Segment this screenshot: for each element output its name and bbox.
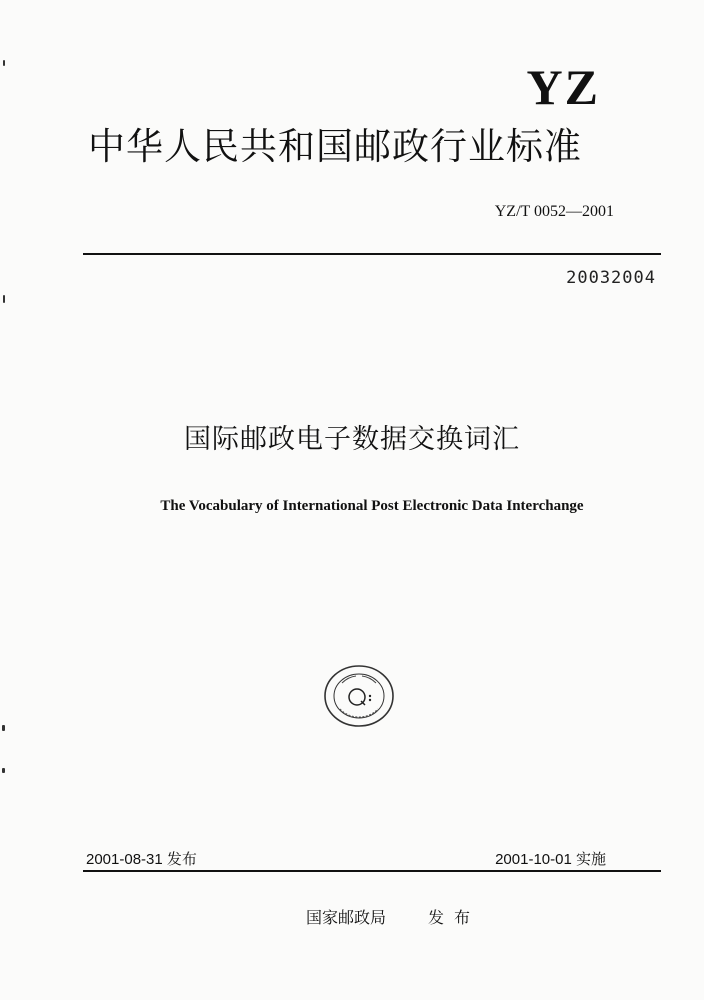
publish-label: 发布 (428, 908, 481, 927)
document-title-chinese: 国际邮政电子数据交换词汇 (184, 424, 520, 455)
implementation-date: 2001-10-01 实施 (495, 851, 606, 868)
document-title-english: The Vocabulary of International Post Electronic Data Interchange (160, 498, 584, 514)
scan-artifact (3, 295, 5, 303)
footer-divider (83, 870, 661, 872)
issue-date: 2001-08-31 发布 (86, 851, 197, 868)
header-divider (83, 253, 661, 255)
scan-artifact (2, 725, 5, 731)
standard-category-title: 中华人民共和国邮政行业标准 (88, 125, 582, 168)
scan-artifact (2, 768, 5, 773)
archive-number-stamp: 20032004 (566, 268, 656, 288)
library-seal-icon (322, 663, 396, 729)
scan-artifact (3, 60, 5, 66)
publisher-name: 国家邮政局 (306, 908, 387, 927)
standard-code-logo: YZ (526, 59, 600, 115)
standard-number: YZ/T 0052—2001 (494, 203, 614, 220)
